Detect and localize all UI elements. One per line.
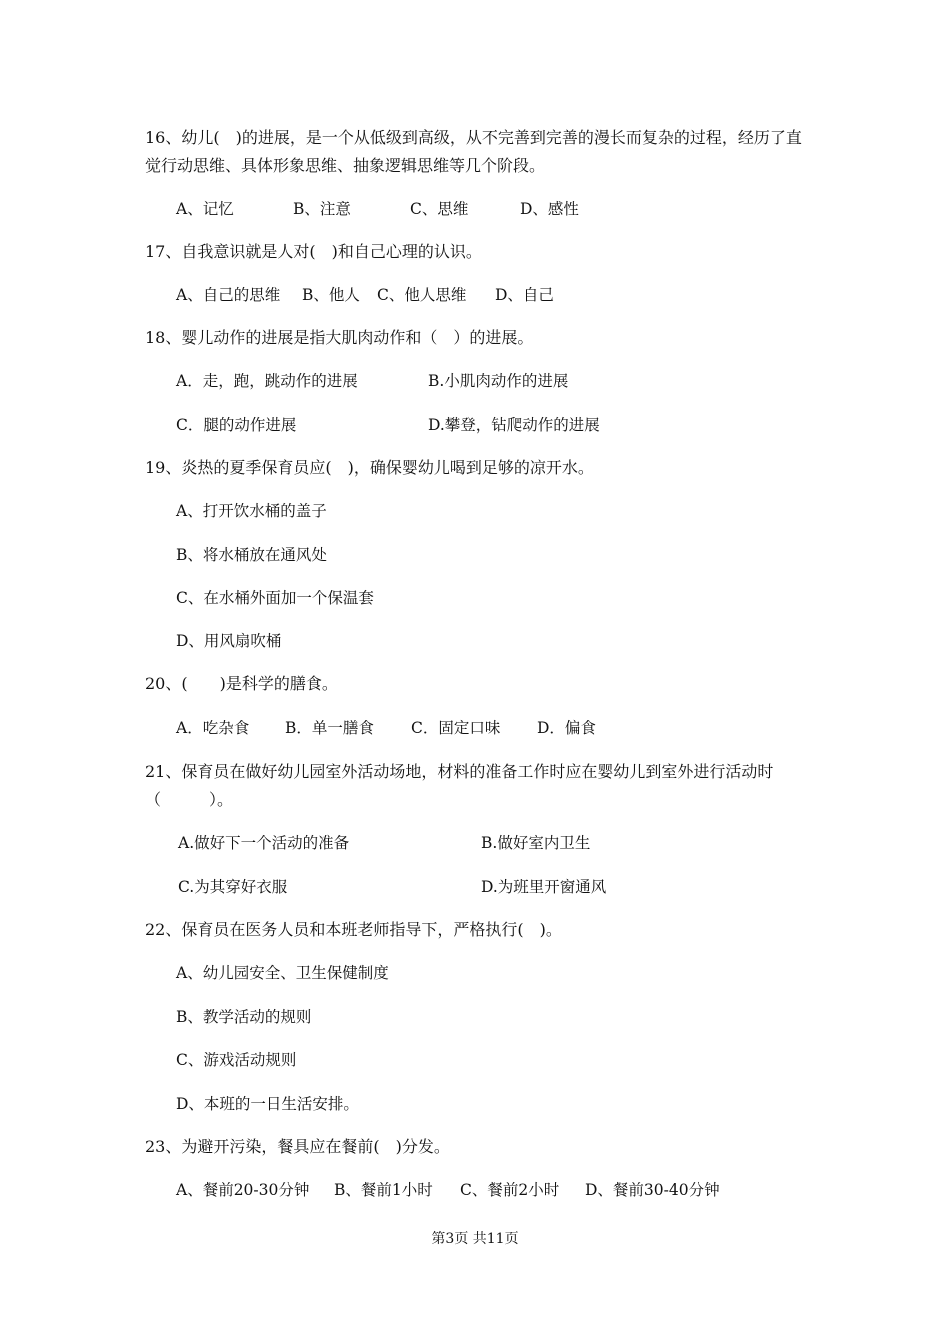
q23-option-b: B、餐前1小时 xyxy=(334,1181,433,1199)
q18-option-d: D.攀登，钻爬动作的进展 xyxy=(428,416,600,434)
question-19: 19、炎热的夏季保育员应( )，确保婴幼儿喝到足够的凉开水。 xyxy=(145,458,594,477)
q16-option-a: A、记忆 xyxy=(176,200,234,218)
question-16: 16、幼儿( )的进展，是一个从低级到高级，从不完善到完善的漫长而复杂的过程，经历了直觉行动思维、具体形象思维、抽象逻辑思维等几个阶段。 xyxy=(145,128,802,175)
q17-option-d: D、自己 xyxy=(495,286,554,304)
question-17: 17、自我意识就是人对( )和自己心理的认识。 xyxy=(145,242,482,261)
q17-option-a: A、自己的思维 xyxy=(176,286,281,304)
q23-option-c: C、餐前2小时 xyxy=(460,1181,560,1199)
q20-option-c: C．固定口味 xyxy=(411,719,501,737)
q19-option-c: C、在水桶外面加一个保温套 xyxy=(176,589,374,607)
page-footer: 第3页 共11页 xyxy=(431,1231,519,1247)
q18-option-b: B.小肌肉动作的进展 xyxy=(428,372,569,390)
q19-option-a: A、打开饮水桶的盖子 xyxy=(176,502,327,520)
question-22: 22、保育员在医务人员和本班老师指导下，严格执行( )。 xyxy=(145,920,562,939)
q16-option-c: C、思维 xyxy=(410,200,469,218)
q18-option-c: C．腿的动作进展 xyxy=(176,416,297,434)
question-18: 18、婴儿动作的进展是指大肌肉动作和（ ）的进展。 xyxy=(145,328,534,347)
q22-option-a: A、幼儿园安全、卫生保健制度 xyxy=(176,964,389,982)
q16-option-b: B、注意 xyxy=(293,200,351,218)
q17-option-c: C、他人思维 xyxy=(377,286,467,304)
q22-option-d: D、本班的一日生活安排。 xyxy=(176,1095,359,1113)
q18-option-a: A．走，跑，跳动作的进展 xyxy=(176,372,358,390)
question-23: 23、为避开污染，餐具应在餐前( )分发。 xyxy=(145,1137,450,1156)
q23-option-a: A、餐前20-30分钟 xyxy=(176,1181,310,1199)
q22-option-b: B、教学活动的规则 xyxy=(176,1008,312,1026)
q21-option-c: C.为其穿好衣服 xyxy=(178,878,288,896)
q19-option-d: D、用风扇吹桶 xyxy=(176,632,282,650)
q16-option-d: D、感性 xyxy=(520,200,579,218)
q20-option-d: D．偏食 xyxy=(537,719,596,737)
q21-option-a: A.做好下一个活动的准备 xyxy=(178,834,350,852)
q21-option-d: D.为班里开窗通风 xyxy=(481,878,607,896)
question-21: 21、保育员在做好幼儿园室外活动场地，材料的准备工作时应在婴幼儿到室外进行活动时（ ）。 xyxy=(145,762,774,809)
q23-option-d: D、餐前30-40分钟 xyxy=(585,1181,720,1199)
q19-option-b: B、将水桶放在通风处 xyxy=(176,546,327,564)
q20-option-b: B．单一膳食 xyxy=(285,719,374,737)
q17-option-b: B、他人 xyxy=(302,286,360,304)
q22-option-c: C、游戏活动规则 xyxy=(176,1051,297,1069)
q20-option-a: A．吃杂食 xyxy=(176,719,250,737)
question-20: 20、( )是科学的膳食。 xyxy=(145,674,338,693)
q21-option-b: B.做好室内卫生 xyxy=(481,834,591,852)
